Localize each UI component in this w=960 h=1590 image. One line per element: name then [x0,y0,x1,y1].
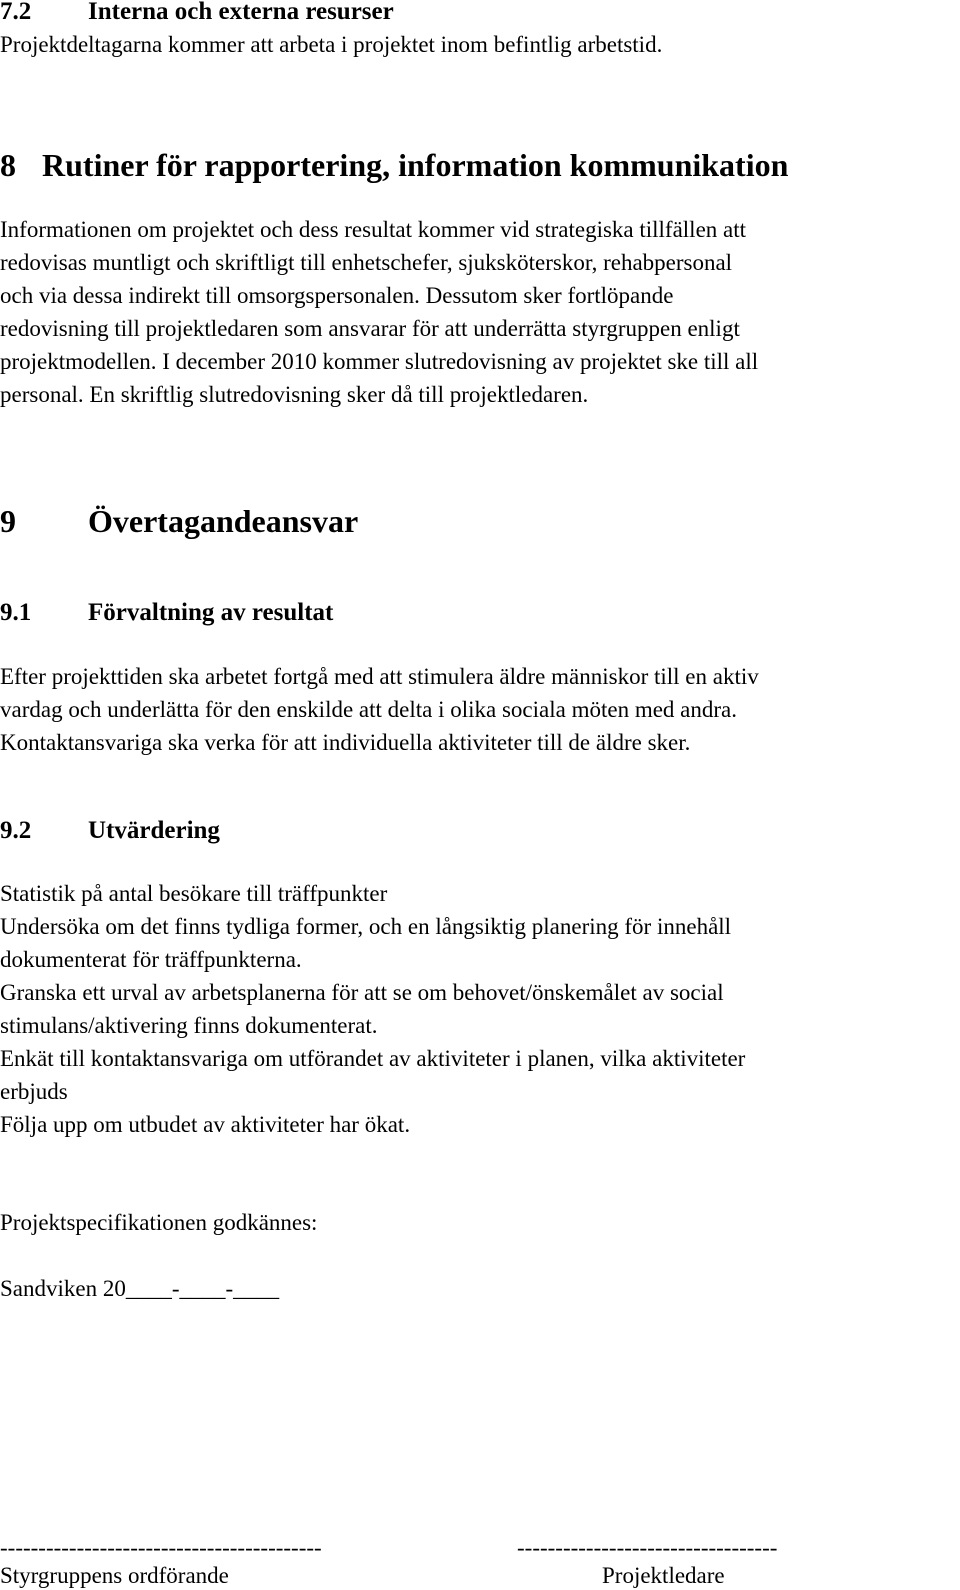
approval-label: Projektspecifikationen godkännes: [0,1210,318,1235]
text-line: Kontaktansvariga ska verka för att individuella aktiviteter till de äldre sker. [0,730,691,755]
text-line: stimulans/aktivering finns dokumenterat. [0,1013,378,1038]
section-title: Interna och externa resurser [88,0,394,25]
paragraph-9-2 [0,877,745,1141]
signature-label-right: Projektledare [602,1563,725,1588]
section-title: Förvaltning av resultat [88,599,334,626]
text-line: personal. En skriftlig slutredovisning sker då till projektledaren. [0,382,589,407]
text-line: redovisas muntligt och skriftligt till enhetschefer, sjuksköterskor, rehabpersonal [0,250,733,275]
section-number: 9.1 [0,599,32,626]
paragraph-7-2: Projektdeltagarna kommer att arbeta i projektet inom befintlig arbetstid. [0,32,663,57]
text-line: dokumenterat för träffpunkterna. [0,947,302,972]
paragraph-8 [0,213,758,411]
signature-label-left: Styrgruppens ordförande [0,1563,229,1588]
section-number: 8 [0,147,16,183]
signature-line-right: ---------------------------------- [517,1535,778,1560]
section-number: 9 [0,503,16,539]
section-heading-8 [0,146,788,184]
section-heading-9 [0,502,358,540]
section-heading-9-2 [0,816,220,846]
section-title: Utvärdering [88,817,220,844]
text-line: redovisning till projektledaren som ansvarar för att underrätta styrgruppen enligt [0,316,740,341]
text-line: erbjuds [0,1079,68,1104]
text-line: Undersöka om det finns tydliga former, och en långsiktig planering för innehåll [0,914,732,939]
text-line: Granska ett urval av arbetsplanerna för att se om behovet/önskemålet av social [0,980,724,1005]
section-title: Rutiner för rapportering, information kommunikation [42,147,789,183]
section-number: 7.2 [0,0,32,25]
text-line: Statistik på antal besökare till träffpunkter [0,881,388,906]
text-line: vardag och underlätta för den enskilde att delta i olika sociala möten med andra. [0,697,737,722]
paragraph-9-1 [0,660,759,759]
section-number: 9.2 [0,817,32,844]
section-title: Övertagandeansvar [88,503,359,539]
section-heading-9-1 [0,598,333,628]
text-line: projektmodellen. I december 2010 kommer slutredovisning av projektet ske till all [0,349,759,374]
text-line: och via dessa indirekt till omsorgspersonalen. Dessutom sker fortlöpande [0,283,674,308]
text-line: Informationen om projektet och dess resultat kommer vid strategiska tillfällen att [0,217,747,242]
text-line: Efter projekttiden ska arbetet fortgå med att stimulera äldre människor till en aktiv [0,664,759,689]
signature-line-left: ------------------------------------------ [0,1535,322,1560]
place-date-field: Sandviken 20____-____-____ [0,1276,280,1301]
text-line: Följa upp om utbudet av aktiviteter har ökat. [0,1112,411,1137]
text-line: Enkät till kontaktansvariga om utförandet av aktiviteter i planen, vilka aktiviteter [0,1046,746,1071]
section-heading-7-2 [0,0,394,27]
